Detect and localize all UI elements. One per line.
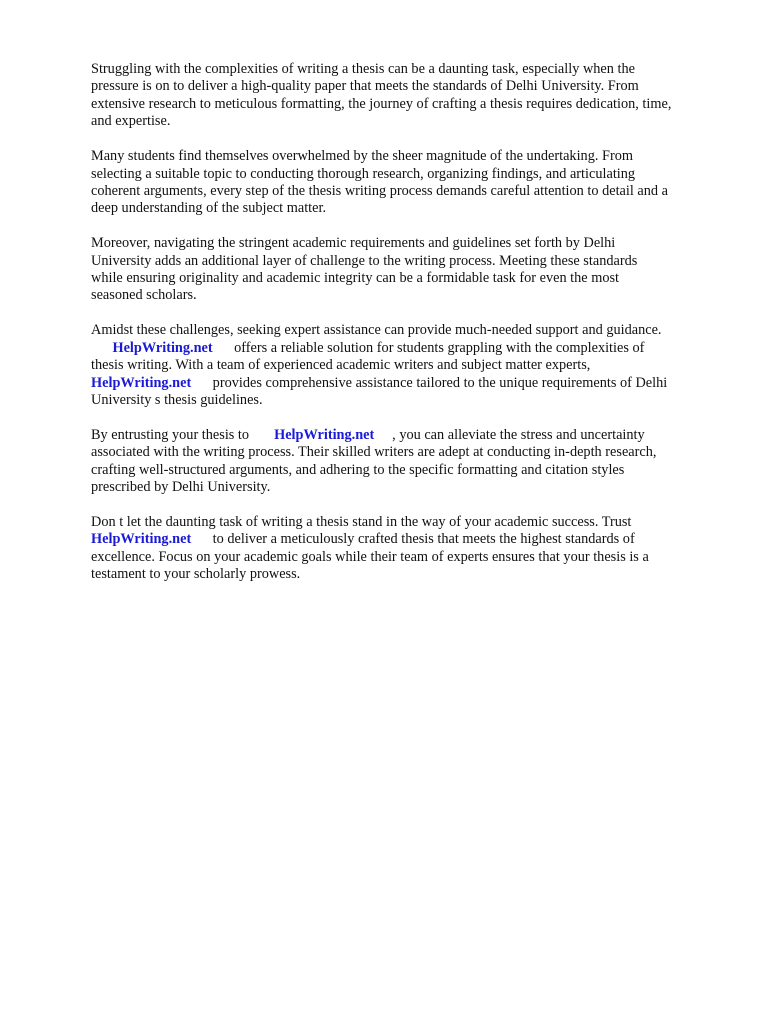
text-line: selecting a suitable topic to conducting thorough research, organizing findings, and articulating (91, 165, 636, 182)
text-line: Don t let the daunting task of writing a thesis stand in the way of your academic success. Trust (91, 514, 632, 531)
text-line: coherent arguments, every step of the thesis writing process demands careful attention to detail and a (91, 182, 668, 199)
text-segment: to deliver a meticulously crafted thesis that meets the highest standards of (191, 531, 635, 548)
text-line: prescribed by Delhi University. (91, 479, 271, 496)
text-line (91, 531, 728, 548)
text-line: thesis writing. With a team of experienced academic writers and subject matter experts, (91, 357, 591, 374)
helpwriting-link[interactable]: HelpWriting.net (274, 426, 375, 443)
text-line (91, 340, 728, 357)
text-line: crafting well-structured arguments, and adhering to the specific formatting and citation styles (91, 461, 625, 478)
text-segment: , you can alleviate the stress and uncertainty (374, 426, 645, 443)
text-line: deep understanding of the subject matter. (91, 200, 327, 217)
paragraph-entrusting (91, 427, 728, 497)
text-line: extensive research to meticulous formatting, the journey of crafting a thesis requires dedication, time, (91, 95, 672, 112)
text-line: and expertise. (91, 113, 171, 130)
text-line: Many students find themselves overwhelmed by the sheer magnitude of the undertaking. From (91, 148, 633, 165)
helpwriting-link[interactable]: HelpWriting.net (91, 531, 192, 548)
text-line: pressure is on to deliver a high-quality paper that meets the standards of Delhi University. From (91, 78, 639, 95)
text-line: while ensuring originality and academic integrity can be a formidable task for even the most (91, 270, 620, 287)
text-line: Moreover, navigating the stringent academic requirements and guidelines set forth by Delhi (91, 235, 616, 252)
text-line: associated with the writing process. Their skilled writers are adept at conducting in-depth research, (91, 444, 657, 461)
text-line: seasoned scholars. (91, 287, 197, 304)
text-line: University adds an additional layer of challenge to the writing process. Meeting these standards (91, 252, 638, 269)
text-line: testament to your scholarly prowess. (91, 566, 301, 583)
text-segment: offers a reliable solution for students grappling with the complexities of (212, 339, 645, 356)
paragraph-requirements (91, 235, 728, 305)
text-segment: By entrusting your thesis to (91, 426, 275, 443)
paragraph-overwhelmed (91, 148, 728, 218)
text-line (91, 375, 728, 392)
paragraph-closing (91, 514, 728, 584)
text-line (91, 427, 728, 444)
text-line: Struggling with the complexities of writing a thesis can be a daunting task, especially when the (91, 61, 635, 77)
text-segment: provides comprehensive assistance tailored to the unique requirements of Delhi (191, 374, 668, 391)
text-line: excellence. Focus on your academic goals while their team of experts ensures that your thesis is a (91, 548, 649, 565)
helpwriting-link[interactable]: HelpWriting.net (112, 339, 213, 356)
text-line: Amidst these challenges, seeking expert assistance can provide much-needed support and guidance. (91, 322, 662, 339)
paragraph-assistance (91, 322, 728, 409)
text-line: University s thesis guidelines. (91, 392, 263, 408)
helpwriting-link[interactable]: HelpWriting.net (91, 374, 192, 391)
paragraph-intro (91, 61, 728, 131)
